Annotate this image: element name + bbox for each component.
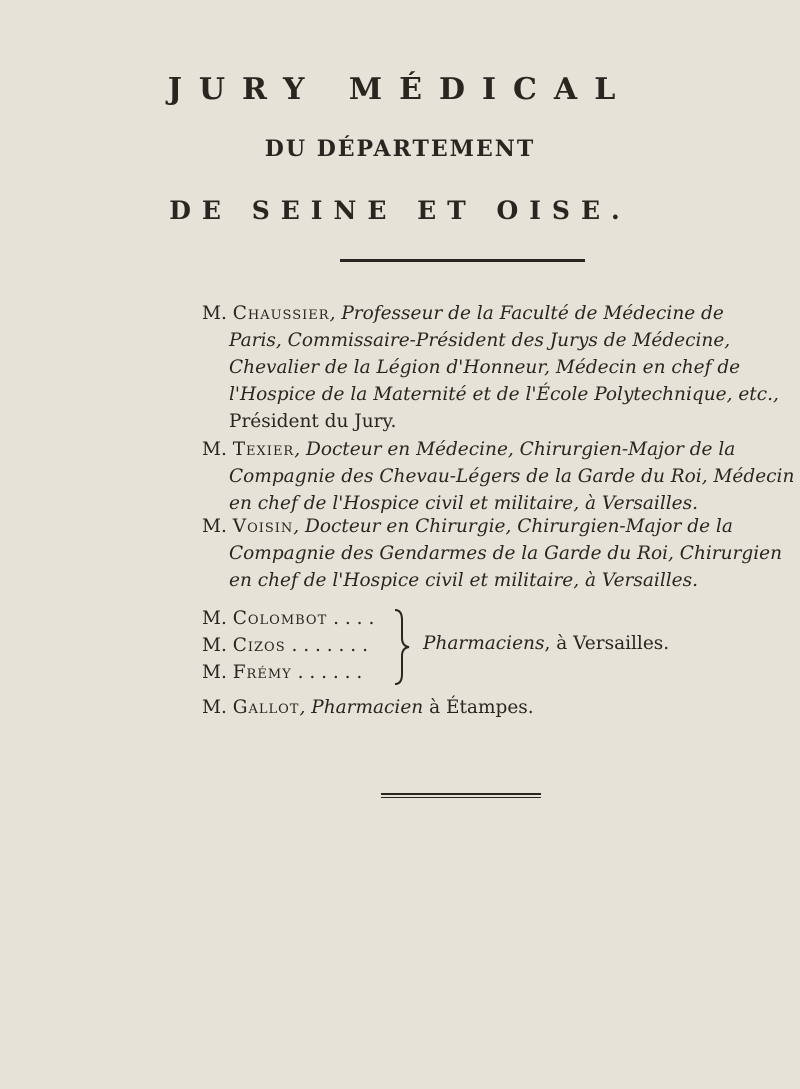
pharmacien-cizos: M. Cizos . . . . . . . xyxy=(202,635,368,656)
entry-line: , Docteur en Médecine, Chirurgien-Major de la xyxy=(294,439,736,460)
entry-line: à Étampes. xyxy=(423,697,534,718)
entry-line: , Professeur de la Faculté de Médecine de xyxy=(329,303,724,324)
entry-line: en chef de l'Hospice civil et militaire, à Versailles. xyxy=(229,570,698,591)
pharmacien-fremy: M. Frémy . . . . . . xyxy=(202,662,363,683)
title-du-departement: DU DÉPARTEMENT xyxy=(264,136,536,162)
entry-line: Président du Jury. xyxy=(229,411,397,432)
bottom-rule xyxy=(381,793,541,798)
entry-voisin xyxy=(202,513,783,594)
entry-prefix: M. xyxy=(202,439,227,460)
entry-line: Compagnie des Gendarmes de la Garde du Roi, Chirurgien xyxy=(229,543,783,564)
entry-line: Compagnie des Chevau-Légers de la Garde du Roi, Médecin xyxy=(229,466,795,487)
pharmaciens-label: Pharmaciens, à Versailles. xyxy=(423,633,670,654)
title-jury-medical: JURY MÉDICAL xyxy=(167,72,633,107)
entry-prefix: M. xyxy=(202,303,227,324)
entry-texier xyxy=(202,436,795,517)
pharmacien-colombot: M. Colombot . . . . xyxy=(202,608,375,629)
entry-name: Chaussier xyxy=(232,303,330,324)
top-rule xyxy=(340,259,585,262)
entry-chaussier xyxy=(202,300,779,435)
entry-name: Gallot xyxy=(232,697,300,718)
entry-name: Voisin xyxy=(232,516,294,537)
entry-line: l'Hospice de la Maternité et de l'École Polytechnique, etc., xyxy=(229,384,779,405)
entry-line: en chef de l'Hospice civil et militaire, à Versailles. xyxy=(229,493,698,514)
entry-line: , Docteur en Chirurgie, Chirurgien-Major de la xyxy=(293,516,733,537)
entry-line: Paris, Commissaire-Président des Jurys de Médecine, xyxy=(229,330,731,351)
curly-brace xyxy=(392,608,414,686)
entry-prefix: M. xyxy=(202,697,227,718)
entry-name: Texier xyxy=(232,439,295,460)
entry-line: , Pharmacien xyxy=(299,697,424,718)
entry-line: Chevalier de la Légion d'Honneur, Médecin en chef de xyxy=(229,357,741,378)
entry-gallot xyxy=(202,694,732,721)
title-seine-et-oise: DE SEINE ET OISE. xyxy=(169,196,631,225)
entry-prefix: M. xyxy=(202,516,227,537)
